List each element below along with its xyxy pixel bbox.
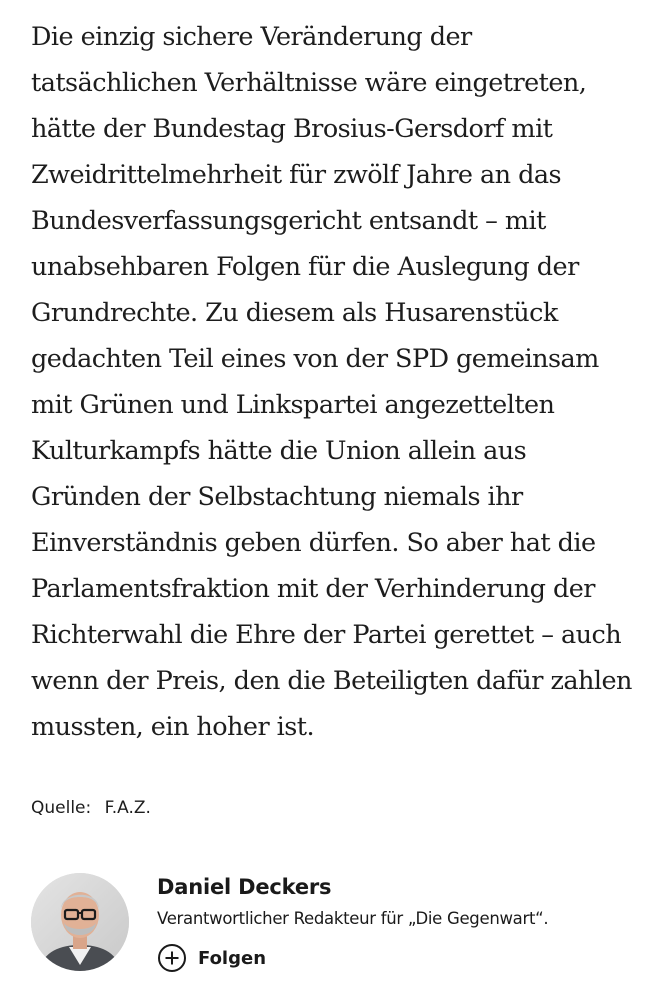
article-body [31, 14, 641, 750]
article-line: wenn der Preis, den die Beteiligten dafür zahlen [31, 666, 632, 696]
article-line: Gründen der Selbstachtung niemals ihr [31, 482, 523, 512]
article-line: Parlamentsfraktion mit der Verhinderung der [31, 574, 595, 604]
author-name[interactable]: Daniel Deckers [157, 875, 332, 899]
article-line: unabsehbaren Folgen für die Auslegung der [31, 252, 579, 282]
follow-button[interactable] [157, 943, 266, 973]
author-role: Verantwortlicher Redakteur für „Die Gegenwart“. [157, 909, 549, 928]
author-portrait-icon [31, 873, 129, 971]
article-line: mit Grünen und Linkspartei angezettelten [31, 390, 555, 420]
follow-label: Folgen [198, 947, 267, 969]
author-box [31, 873, 641, 983]
plus-circle-icon [157, 943, 187, 973]
article-line: mussten, ein hoher ist. [31, 712, 315, 742]
article-line: tatsächlichen Verhältnisse wäre eingetreten, [31, 68, 587, 98]
source-label: Quelle: [31, 798, 92, 818]
article-line: Grundrechte. Zu diesem als Husarenstück [31, 298, 558, 328]
author-avatar[interactable] [31, 873, 129, 971]
article-line: Kulturkampfs hätte die Union allein aus [31, 436, 527, 466]
article-line: Die einzig sichere Veränderung der [31, 22, 472, 52]
article-line: Bundesverfassungsgericht entsandt – mit [31, 206, 546, 236]
article-line: Richterwahl die Ehre der Partei gerettet – auch [31, 620, 622, 650]
article-line: Zweidrittelmehrheit für zwölf Jahre an das [31, 160, 562, 190]
article-line: hätte der Bundestag Brosius-Gersdorf mit [31, 114, 553, 144]
article-line: Einverständnis geben dürfen. So aber hat die [31, 528, 596, 558]
source-credit [31, 798, 151, 818]
article-line: gedachten Teil eines von der SPD gemeinsam [31, 344, 599, 374]
source-value: F.A.Z. [104, 798, 151, 818]
